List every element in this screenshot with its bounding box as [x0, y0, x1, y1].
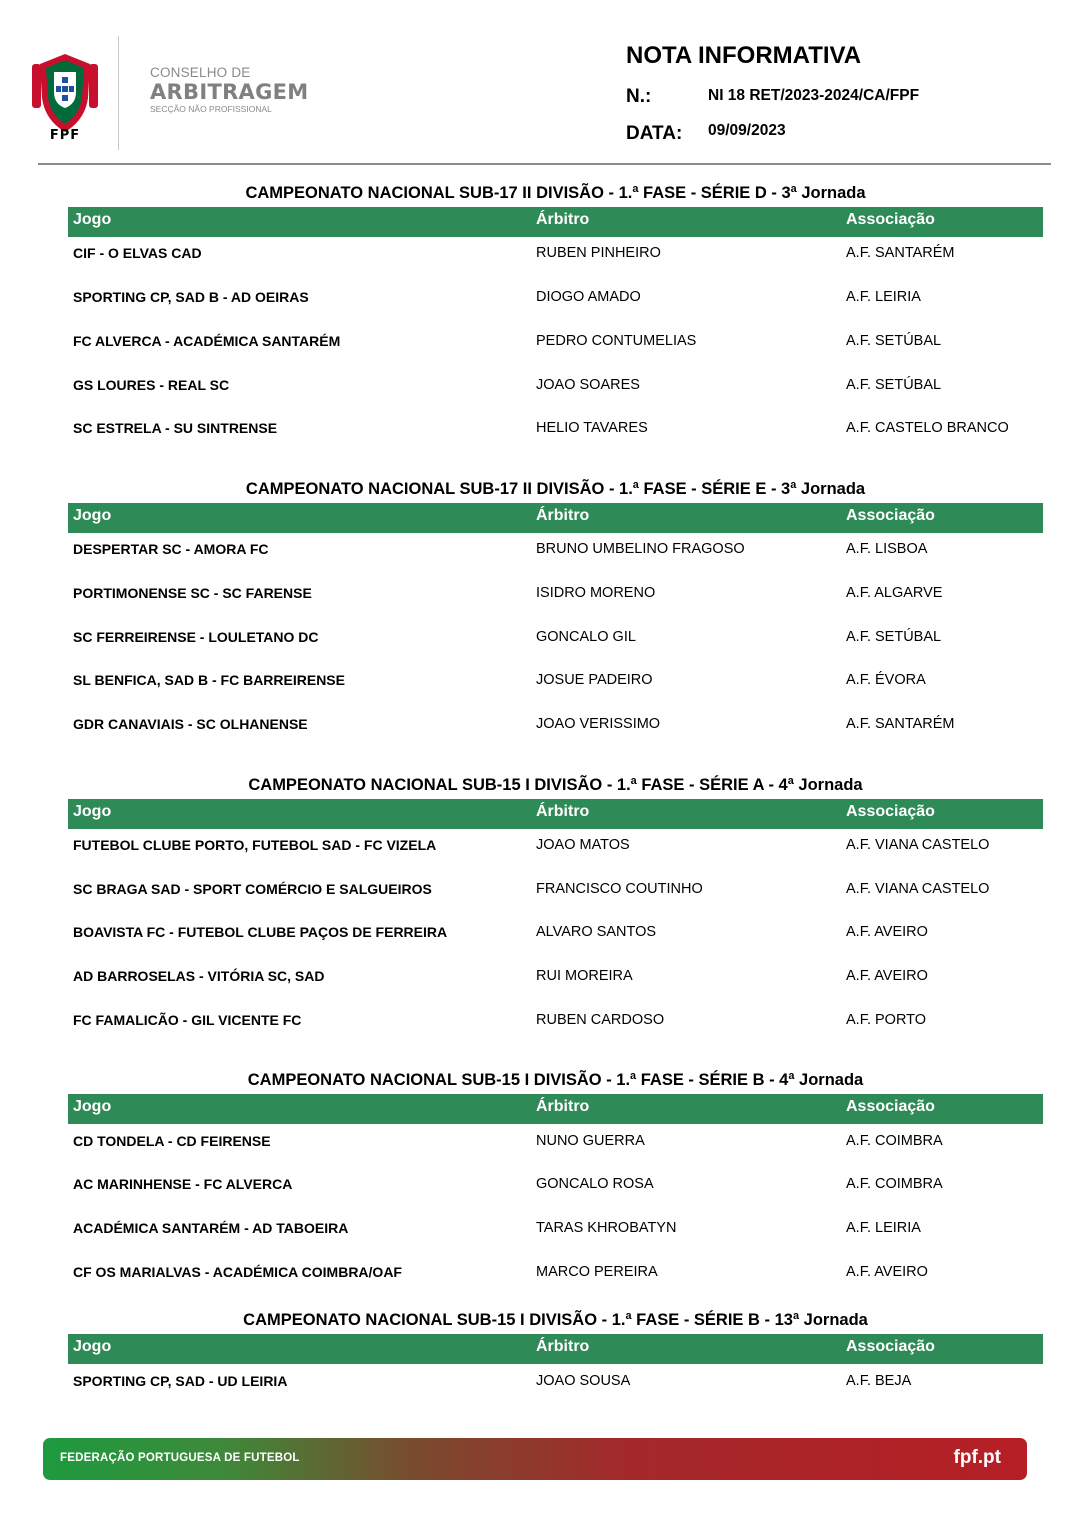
date-label: DATA: [626, 123, 683, 144]
referee: GONCALO ROSA [536, 1176, 654, 1192]
table-row [68, 1220, 1043, 1240]
referee: ALVARO SANTOS [536, 924, 657, 940]
column-referee: Árbitro [536, 507, 590, 524]
table-row [68, 1012, 1043, 1032]
referee: PEDRO CONTUMELIAS [536, 333, 697, 349]
association: A.F. LISBOA [846, 541, 928, 557]
column-association: Associação [846, 211, 935, 228]
number-label: N.: [626, 86, 652, 107]
table-row [68, 924, 1043, 944]
game: SC BRAGA SAD - SPORT COMÉRCIO E SALGUEIROS [73, 881, 432, 897]
brand-line-3: SECÇÃO NÃO PROFISSIONAL [150, 104, 272, 114]
table-row [68, 541, 1043, 561]
association: A.F. COIMBRA [846, 1133, 943, 1149]
association: A.F. AVEIRO [846, 968, 928, 984]
column-referee: Árbitro [536, 1338, 590, 1355]
association: A.F. SANTARÉM [846, 716, 955, 732]
association: A.F. VIANA CASTELO [846, 837, 990, 853]
column-referee: Árbitro [536, 803, 590, 820]
referee: NUNO GUERRA [536, 1133, 645, 1149]
game: SC ESTRELA - SU SINTRENSE [73, 420, 278, 436]
game: CD TONDELA - CD FEIRENSE [73, 1133, 271, 1149]
footer-federation-name: FEDERAÇÃO PORTUGUESA DE FUTEBOL [60, 1452, 300, 1464]
section-title: CAMPEONATO NACIONAL SUB-17 II DIVISÃO - 1.ª FASE - SÉRIE E - 3ª Jornada [245, 480, 866, 498]
logo-caption: FPF [49, 128, 81, 143]
referee: DIOGO AMADO [536, 289, 641, 305]
section-title: CAMPEONATO NACIONAL SUB-15 I DIVISÃO - 1.ª FASE - SÉRIE A - 4ª Jornada [248, 776, 863, 794]
game: SPORTING CP, SAD B - AD OEIRAS [73, 289, 309, 305]
column-game: Jogo [73, 1338, 112, 1355]
column-game: Jogo [73, 1098, 112, 1115]
brand-line-1: CONSELHO DE [150, 65, 251, 80]
referee: RUBEN CARDOSO [536, 1012, 665, 1028]
column-referee: Árbitro [536, 1098, 590, 1115]
association: A.F. COIMBRA [846, 1176, 943, 1192]
referee: MARCO PEREIRA [536, 1264, 658, 1280]
column-game: Jogo [73, 803, 112, 820]
brand-block [150, 66, 308, 114]
table-row [68, 289, 1043, 309]
game: CF OS MARIALVAS - ACADÉMICA COIMBRA/OAF [73, 1264, 402, 1280]
referee: RUI MOREIRA [536, 968, 633, 984]
table-row [68, 585, 1043, 605]
table-row [68, 1133, 1043, 1153]
game: FC FAMALICÃO - GIL VICENTE FC [73, 1012, 302, 1028]
table-row [68, 716, 1043, 736]
header-rule [38, 163, 1051, 165]
game: ACADÉMICA SANTARÉM - AD TABOEIRA [73, 1220, 349, 1236]
section-title: CAMPEONATO NACIONAL SUB-15 I DIVISÃO - 1.ª FASE - SÉRIE B - 4ª Jornada [247, 1071, 864, 1089]
game: FUTEBOL CLUBE PORTO, FUTEBOL SAD - FC VIZELA [73, 837, 437, 853]
brand-line-2: ARBITRAGEM [150, 80, 309, 104]
footer-website-link[interactable]: fpf.pt [953, 1447, 1001, 1468]
table-header [68, 207, 1043, 237]
association: A.F. LEIRIA [846, 1220, 921, 1236]
number-value: NI 18 RET/2023-2024/CA/FPF [708, 87, 920, 104]
date-value: 09/09/2023 [708, 122, 786, 139]
game: DESPERTAR SC - AMORA FC [73, 541, 269, 557]
column-game: Jogo [73, 507, 112, 524]
referee: GONCALO GIL [536, 629, 636, 645]
association: A.F. SANTARÉM [846, 245, 955, 261]
association: A.F. SETÚBAL [846, 629, 942, 645]
section-title: CAMPEONATO NACIONAL SUB-17 II DIVISÃO - 1.ª FASE - SÉRIE D - 3ª Jornada [245, 184, 866, 202]
game: BOAVISTA FC - FUTEBOL CLUBE PAÇOS DE FERREIRA [73, 924, 448, 940]
association: A.F. SETÚBAL [846, 333, 942, 349]
game: GDR CANAVIAIS - SC OLHANENSE [73, 716, 308, 732]
table-row [68, 629, 1043, 649]
document-title: NOTA INFORMATIVA [626, 42, 862, 69]
footer-bar [43, 1438, 1027, 1480]
game: SC FERREIRENSE - LOULETANO DC [73, 629, 319, 645]
referee: TARAS KHROBATYN [536, 1220, 677, 1236]
referee: JOAO VERISSIMO [536, 716, 661, 732]
game: SL BENFICA, SAD B - FC BARREIRENSE [73, 672, 345, 688]
association: A.F. SETÚBAL [846, 377, 942, 393]
game: GS LOURES - REAL SC [73, 377, 230, 393]
game: AD BARROSELAS - VITÓRIA SC, SAD [73, 968, 325, 984]
referee: JOAO MATOS [536, 837, 630, 853]
column-association: Associação [846, 1338, 935, 1355]
table-row [68, 420, 1043, 440]
association: A.F. BEJA [846, 1373, 912, 1389]
column-association: Associação [846, 1098, 935, 1115]
table-header [68, 1094, 1043, 1124]
association: A.F. PORTO [846, 1012, 927, 1028]
game: FC ALVERCA - ACADÉMICA SANTARÉM [73, 333, 341, 349]
table-row [68, 1264, 1043, 1284]
column-association: Associação [846, 507, 935, 524]
game: PORTIMONENSE SC - SC FARENSE [73, 585, 312, 601]
association: A.F. CASTELO BRANCO [846, 420, 1009, 436]
referee: JOAO SOARES [536, 377, 640, 393]
referee: BRUNO UMBELINO FRAGOSO [536, 541, 745, 557]
association: A.F. LEIRIA [846, 289, 921, 305]
table-row [68, 1373, 1043, 1393]
game: SPORTING CP, SAD - UD LEIRIA [73, 1373, 288, 1389]
table-row [68, 837, 1043, 857]
table-header [68, 503, 1043, 533]
table-row [68, 333, 1043, 353]
table-row [68, 245, 1043, 265]
column-referee: Árbitro [536, 211, 590, 228]
referee: JOAO SOUSA [536, 1373, 631, 1389]
association: A.F. VIANA CASTELO [846, 881, 990, 897]
game: AC MARINHENSE - FC ALVERCA [73, 1176, 293, 1192]
table-row [68, 968, 1043, 988]
table-row [68, 672, 1043, 692]
table-row [68, 377, 1043, 397]
referee: JOSUE PADEIRO [536, 672, 653, 688]
header-divider [118, 36, 119, 150]
table-header [68, 799, 1043, 829]
column-game: Jogo [73, 211, 112, 228]
referee: FRANCISCO COUTINHO [536, 881, 703, 897]
association: A.F. ÉVORA [846, 672, 926, 688]
column-association: Associação [846, 803, 935, 820]
table-row [68, 881, 1043, 901]
association: A.F. AVEIRO [846, 924, 928, 940]
section-title: CAMPEONATO NACIONAL SUB-15 I DIVISÃO - 1.ª FASE - SÉRIE B - 13ª Jornada [243, 1311, 868, 1329]
game: CIF - O ELVAS CAD [73, 245, 202, 261]
referee: RUBEN PINHEIRO [536, 245, 661, 261]
association: A.F. ALGARVE [846, 585, 943, 601]
referee: ISIDRO MORENO [536, 585, 656, 601]
table-header [68, 1334, 1043, 1364]
referee: HELIO TAVARES [536, 420, 648, 436]
table-row [68, 1176, 1043, 1196]
association: A.F. AVEIRO [846, 1264, 928, 1280]
